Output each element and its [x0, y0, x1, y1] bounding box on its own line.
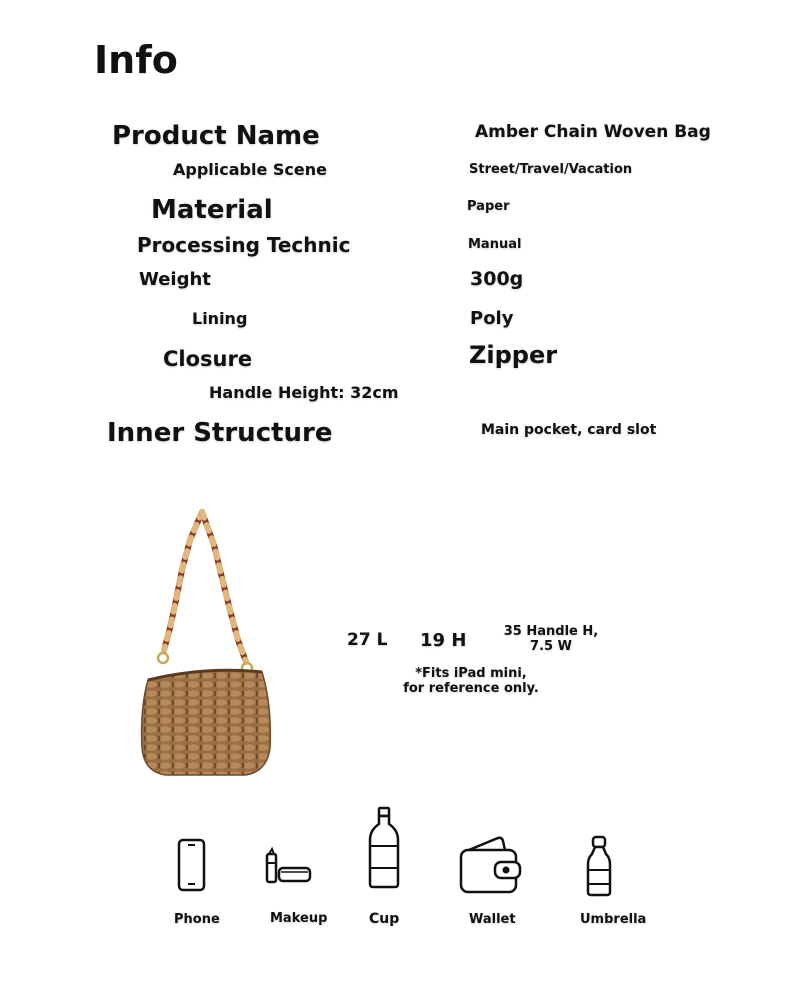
capacity-label-umbrella: Umbrella [580, 912, 647, 927]
processing-technic-label: Processing Technic [137, 233, 351, 257]
capacity-label-makeup: Makeup [270, 911, 328, 926]
applicable-scene-value: Street/Travel/Vacation [469, 162, 633, 177]
processing-technic-value: Manual [468, 237, 522, 252]
wallet-icon [458, 834, 524, 896]
fit-note-line1: *Fits iPad mini, [415, 666, 527, 681]
handle-width-line2: 7.5 W [530, 639, 572, 654]
handle-width-line1: 35 Handle H, [503, 624, 599, 639]
material-label: Material [151, 195, 273, 225]
height-dimension: 19 H [420, 630, 467, 651]
inner-structure-value: Main pocket, card slot [481, 422, 657, 438]
capacity-label-wallet: Wallet [469, 912, 516, 927]
lining-label: Lining [192, 309, 248, 328]
weight-label: Weight [139, 269, 211, 290]
fit-note [395, 666, 547, 696]
product-name-label: Product Name [112, 121, 320, 151]
page-title: Info [94, 38, 178, 82]
length-dimension: 27 L [347, 630, 388, 650]
fit-note-line2: for reference only. [403, 681, 539, 696]
bag-product-image [130, 500, 280, 785]
makeup-icon [264, 846, 314, 886]
lining-value: Poly [470, 308, 514, 329]
applicable-scene-label: Applicable Scene [173, 160, 327, 179]
closure-value: Zipper [469, 341, 558, 369]
bottle-icon [367, 806, 401, 890]
inner-structure-label: Inner Structure [107, 418, 333, 448]
material-value: Paper [467, 199, 510, 214]
umbrella-icon [584, 834, 614, 898]
weight-value: 300g [470, 268, 524, 290]
capacity-label-cup: Cup [369, 911, 400, 927]
amber-chain-handle [164, 512, 246, 662]
capacity-label-phone: Phone [174, 912, 220, 927]
handle-height-label: Handle Height: 32cm [209, 383, 399, 402]
handle-width-dimension [500, 624, 602, 654]
phone-icon [176, 838, 208, 894]
product-name-value: Amber Chain Woven Bag [475, 122, 711, 142]
closure-label: Closure [163, 347, 253, 371]
